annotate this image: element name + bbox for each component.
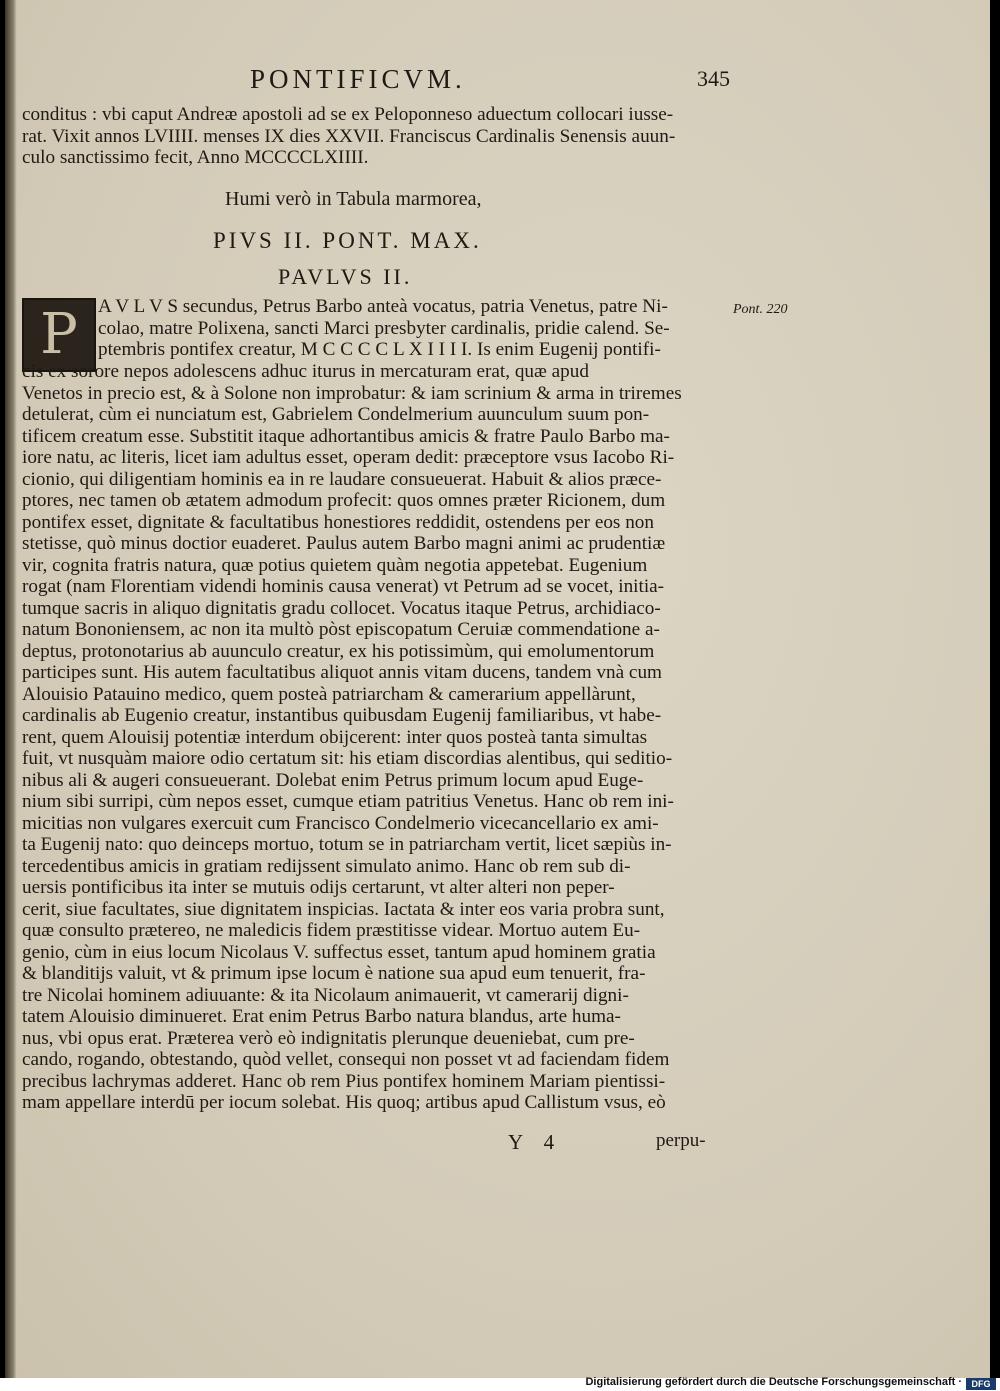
text-line: & blanditijs valuit, vt & primum ipse locum è natione sua apud eum tenuerit, fra- (22, 963, 646, 984)
text-line: rent, quem Alouisij potentiæ interdum obijcerent: inter quos posteà tanta simultas (22, 726, 648, 748)
text-line: cis ex sorore nepos adolescens adhuc iturus in mercaturam erat, quæ apud (22, 361, 589, 382)
text-line: culo sanctissimo fecit, Anno MCCCCLXIIII. (22, 147, 369, 168)
text-line: tercedentibus amicis in gratiam redijssent simulato animo. Hanc ob rem sub di- (22, 855, 631, 877)
running-title: PONTIFICVM. (250, 64, 466, 94)
margin-note: Pont. 220 (733, 302, 788, 317)
dfg-logo: DFG (966, 1378, 996, 1390)
text-line: Alouisio Patauino medico, quem posteà patriarcham & camerarium appellàrunt, (22, 683, 636, 705)
text-line: tatem Alouisio diminueret. Erat enim Petrus Barbo natura blandus, arte huma- (22, 1006, 621, 1027)
text-line: nium sibi surripi, cùm nepos esset, cumque etiam patritius Venetus. Hanc ob rem ini- (22, 791, 674, 812)
footer-credit: Digitalisierung gefördert durch die Deutsche Forschungsgemeinschaft · (585, 1376, 962, 1388)
text-line: mam appellare interdū per iocum solebat. His quoq; artibus apud Callistum vsus, eò (22, 1092, 666, 1113)
text-line: tumque sacris in aliquo dignitatis gradu collocet. Vocatus itaque Petrus, archidiaco- (22, 597, 661, 619)
text-line: fuit, vt nusquàm maiore odio certatum sit: his etiam discordias alentibus, qui seditio- (22, 748, 673, 769)
text-line: nibus ali & augeri consueuerant. Dolebat enim Petrus primum locum apud Euge- (22, 769, 644, 791)
text-line: rat. Vixit annos LVIIII. menses IX dies XXVII. Franciscus Cardinalis Senensis auun- (22, 125, 676, 147)
text-line: cardinalis ab Eugenio creatur, instantibus quibusdam Eugenij familiaribus, vt habe- (22, 705, 662, 726)
text-line: ptores, nec tamen ob ætatem admodum profecit: quos omnes præter Ricionem, dum (22, 490, 666, 511)
text-line: micitias non vulgares exercuit cum Francisco Condelmerio vicecancellario ex ami- (22, 812, 659, 834)
digitization-footer (0, 1378, 1000, 1391)
text-line: colao, matre Polixena, sancti Marci presbyter cardinalis, pridie calend. Se- (98, 317, 670, 339)
drop-initial-letter: P (40, 302, 78, 367)
text-line: natum Bononiensem, ac non ita multò pòst episcopatum Ceruiæ commendatione a- (22, 619, 660, 640)
text-line: tre Nicolai hominem adiuuante: & ita Nicolaum animauerit, vt camerarij digni- (22, 984, 629, 1006)
text-line: pontifex esset, dignitate & facultatibus honestiores reddidit, ostendens per eos non (22, 511, 654, 533)
text-line: iore natu, ac literis, licet iam adultus esset, operam dedit: præceptore vsus Iacobo Ri- (22, 447, 675, 468)
text-line: vir, cognita fratris natura, quæ potius quietem quàm negotia appetebat. Eugenium (22, 554, 648, 576)
text-line: Venetos in precio est, & à Solone non improbatur: & iam scrinium & arma in triremes (22, 382, 682, 404)
text-line: tificem creatum esse. Substitit itaque adhortantibus amicis & fratre Paulo Barbo ma- (22, 425, 670, 447)
text-line: ta Eugenij nato: quo deinceps mortuo, totum se in patriarcham vertit, licet sæpiùs in- (22, 834, 672, 855)
text-line: deptus, protonotarius ab auunculo creatur, ex his potissimùm, qui emolumentorum (22, 640, 655, 662)
text-line: cerit, siue facultates, siue dignitatem inspicias. Iactata & inter eos varia probra sunt, (22, 898, 665, 920)
text-line: rogat (nam Florentiam videndi hominis causa venerat) vt Petrum ad se vocet, initia- (22, 576, 665, 597)
body-text (22, 361, 742, 1114)
folio-number: 345 (697, 66, 730, 91)
subtitle: Humi verò in Tabula marmorea, (225, 188, 482, 210)
catchword: perpu- (656, 1130, 706, 1151)
text-line: genio, cùm in eius locum Nicolaus V. suffectus esset, tantum apud hominem gratia (22, 941, 656, 963)
text-line: conditus : vbi caput Andreæ apostoli ad se ex Peloponneso aduectum collocari iusse- (22, 104, 674, 125)
epitaph: PIVS II. PONT. MAX. (213, 228, 482, 253)
text-line: stetisse, quò minus doctior euaderet. Paulus autem Barbo magni animi ac prudentiæ (22, 533, 666, 554)
text-line: participes sunt. His autem facultatibus aliquot annis vitam ducens, tandem vnà cum (22, 662, 662, 683)
chapter-title: PAVLVS II. (278, 264, 413, 289)
text-line: quæ consulto prætereo, ne maledicis fidem præstitisse videar. Mortuo autem Eu- (22, 920, 641, 941)
text-line: detulerat, cùm ei nunciatum est, Gabrielem Condelmerium auunculum suum pon- (22, 404, 650, 425)
first-lines (98, 296, 670, 361)
signature-mark: Y 4 (508, 1130, 563, 1154)
running-header (240, 64, 730, 98)
text-line: nus, vbi opus erat. Præterea verò eò indignitatis plerunque deueniebat, cum pre- (22, 1027, 635, 1049)
text-line: uersis pontificibus ita inter se mutuis odijs certarunt, vt alter alteri non peper- (22, 877, 615, 898)
intro-text (22, 104, 742, 169)
text-line: ptembris pontifex creatur, M C C C C L X I I I I. Is enim Eugenij pontifi- (98, 339, 661, 360)
text-line: A V L V S secundus, Petrus Barbo anteà vocatus, patria Venetus, patre Ni- (98, 296, 668, 317)
text-line: cando, rogando, obtestando, quòd vellet, consequi non posset vt ad faciendam fidem (22, 1049, 670, 1070)
text-line: cionio, qui diligentiam hominis ea in re laudare consueuerat. Habuit & alios præce- (22, 468, 662, 490)
page-gutter (5, 0, 17, 1378)
text-line: precibus lachrymas adderet. Hanc ob rem Pius pontifex hominem Mariam pientissi- (22, 1070, 666, 1092)
